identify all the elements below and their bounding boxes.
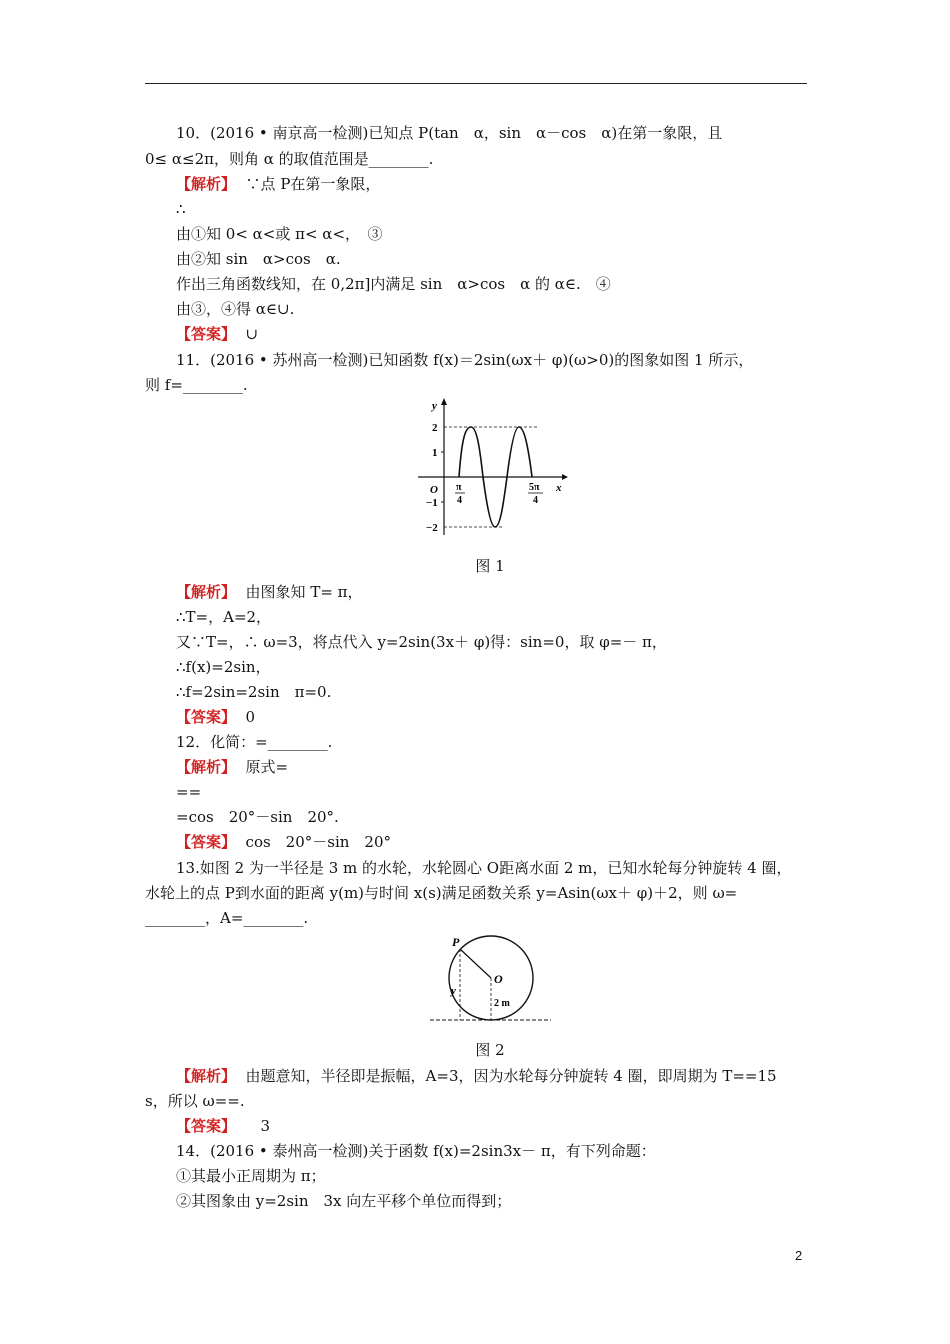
q10-step4: 由③，④得 α∈∪. (176, 300, 295, 318)
radius-line (460, 949, 491, 978)
x-axis-arrow-icon (562, 474, 568, 480)
y-axis-label: y (432, 400, 437, 412)
q12-jiexi-text: 原式= (236, 758, 289, 776)
q11-step4: ∴f=2sin=2sin π=0. (176, 683, 332, 701)
q11-step1: ∴T=，A=2， (176, 608, 272, 626)
y-tick-label: 1 (432, 447, 438, 459)
q10-answer-text: ∪ (236, 325, 259, 343)
center-o-label: O (494, 972, 503, 986)
q11-line2: 则 f=________. (145, 376, 248, 394)
q10-step1: 由①知 0< α<或 π< α<， ③ (176, 225, 383, 243)
q13-line3: ________，A=________. (145, 909, 309, 927)
x-axis-label: x (556, 482, 562, 494)
distance-label: 2 m (494, 998, 510, 1009)
x-tick2-num: 5π (529, 482, 540, 493)
q11-jiexi-text: 由图象知 T= π， (236, 583, 363, 601)
q11-answer (176, 707, 255, 727)
q13-step1: s，所以 ω==. (145, 1092, 245, 1110)
q13-jiexi (176, 1066, 777, 1086)
jiexi-tag: 【解析】 (176, 175, 237, 193)
answer-tag: 【答案】 (176, 325, 237, 343)
q12-jiexi (176, 757, 288, 777)
jiexi-tag: 【解析】 (176, 1067, 237, 1085)
x-tick2-den: 4 (533, 495, 538, 506)
q13-jiexi-text: 由题意知，半径即是振幅，A=3，因为水轮每分钟旋转 4 圈，即周期为 T==15 (236, 1067, 777, 1085)
q10-answer (176, 324, 258, 344)
point-p-label: P (452, 935, 460, 949)
figure-1-sine-graph (410, 395, 570, 545)
q13-answer (176, 1116, 270, 1136)
q13-line2: 水轮上的点 P到水面的距离 y(m)与时间 x(s)满足函数关系 y=Asin(ωx＋ φ)＋2，则 ω= (145, 884, 738, 902)
figure-1-caption: 图 1 (475, 557, 505, 575)
answer-tag: 【答案】 (176, 708, 237, 726)
q11-step2: 又∵T=，∴ ω=3，将点代入 y=2sin(3x＋ φ)得：sin=0，取 φ=－ π， (176, 633, 667, 651)
q11-jiexi (176, 582, 363, 602)
q10-jiexi-text: ∵点 P在第一象限， (236, 175, 381, 193)
origin-label: O (430, 484, 438, 496)
q12-step2: =cos 20°－sin 20°. (176, 808, 339, 826)
jiexi-tag: 【解析】 (176, 758, 237, 776)
q10-therefore: ∴ (176, 200, 186, 218)
x-tick1-num: π (456, 482, 462, 493)
q12-answer-text: cos 20°－sin 20° (236, 833, 392, 851)
header-rule (145, 83, 807, 84)
x-tick1-den: 4 (457, 495, 462, 506)
q10-jiexi (176, 174, 380, 194)
y-tick-label: 2 (432, 422, 438, 434)
q10-line2: 0≤ α≤2π，则角 α 的取值范围是________. (145, 150, 434, 168)
q14-item1: ①其最小正周期为 π； (176, 1167, 326, 1185)
q10-step3: 作出三角函数线知，在 0,2π]内满足 sin α>cos α 的 α∈. ④ (176, 275, 611, 293)
y-axis-arrow-icon (441, 398, 447, 405)
q13-line1: 13.如图 2 为一半径是 3 m 的水轮，水轮圆心 O距离水面 2 m，已知水轮每分钟旋转 4 圈， (176, 859, 792, 877)
q11-step3: ∴f(x)=2sin， (176, 658, 271, 676)
q14-line1: 14．(2016 • 泰州高一检测)关于函数 f(x)=2sin3x－ π，有下列命题： (176, 1142, 656, 1160)
figure-2-caption: 图 2 (475, 1041, 505, 1059)
figure-2-water-wheel (425, 930, 555, 1030)
page-number: 2 (795, 1248, 803, 1263)
q14-item2: ②其图象由 y=2sin 3x 向左平移个单位而得到； (176, 1192, 512, 1210)
jiexi-tag: 【解析】 (176, 583, 237, 601)
q12-line1: 12．化简：=________. (176, 733, 333, 751)
q10-step2: 由②知 sin α>cos α. (176, 250, 341, 268)
answer-tag: 【答案】 (176, 833, 237, 851)
y-label: y (451, 985, 456, 997)
q12-answer (176, 832, 391, 852)
q13-answer-text: 3 (236, 1117, 271, 1135)
y-tick-label: −2 (426, 522, 438, 534)
q11-line1: 11．(2016 • 苏州高一检测)已知函数 f(x)＝2sin(ωx＋ φ)(ω>0)的图象如图 1 所示， (176, 351, 754, 369)
y-tick-label: −1 (426, 497, 438, 509)
q10-line1: 10．(2016 • 南京高一检测)已知点 P(tan α，sin α－cos α)在第一象限，且 (176, 124, 723, 142)
q12-step1: == (176, 783, 202, 801)
q11-answer-text: 0 (236, 708, 256, 726)
answer-tag: 【答案】 (176, 1117, 237, 1135)
